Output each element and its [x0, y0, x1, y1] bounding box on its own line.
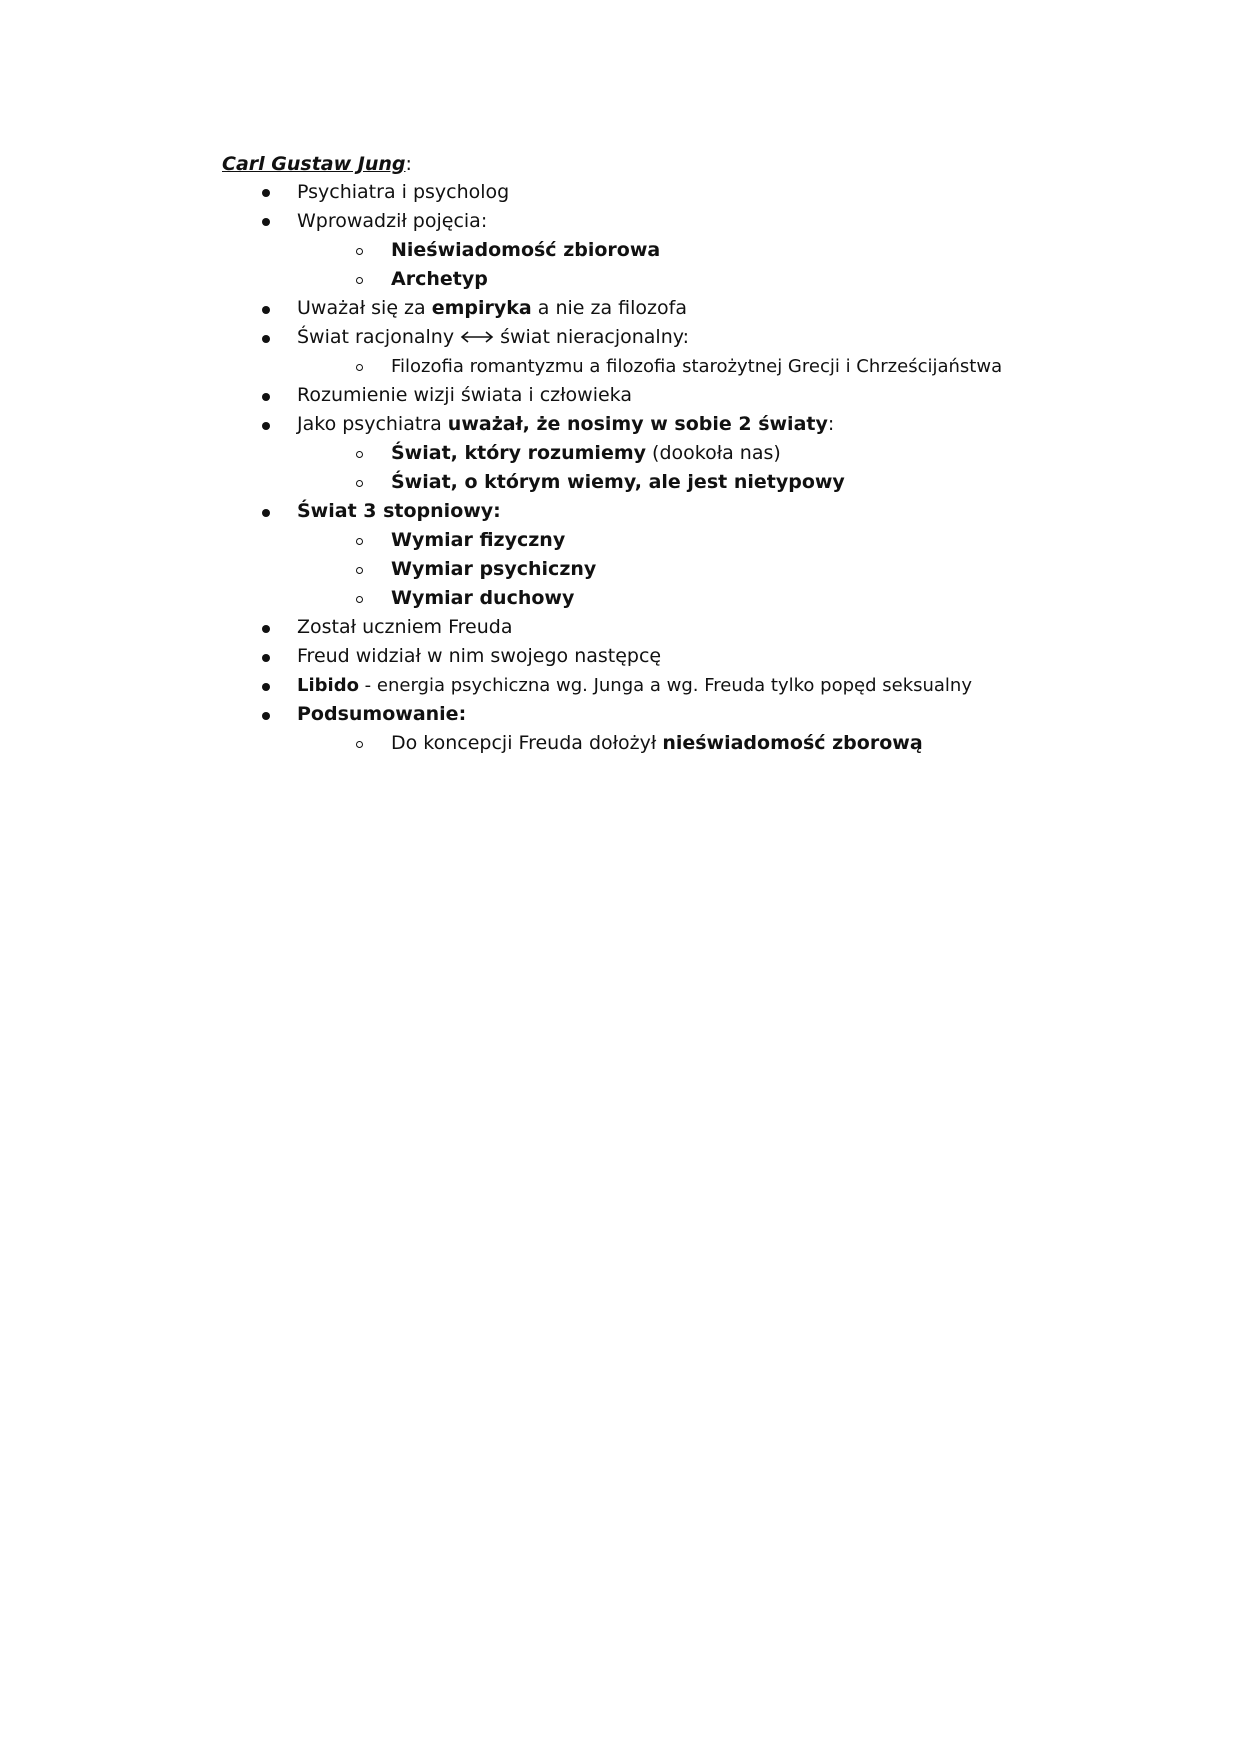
circle-bullet-icon: [356, 451, 363, 458]
list-item-text: Podsumowanie:: [297, 703, 467, 725]
circle-bullet-icon: [356, 480, 363, 487]
list-item-bold-text: uważał, że nosimy w sobie 2 światy: [447, 413, 828, 435]
bullet-icon: [262, 335, 270, 343]
sub-list-item-text: Świat, o którym wiemy, ale jest nietypowy: [391, 471, 845, 493]
circle-bullet-icon: [356, 567, 363, 574]
list-item-text: Freud widział w nim swojego następcę: [297, 645, 662, 667]
sub-list-item-text: Wymiar fizyczny: [391, 529, 566, 551]
sub-list-item-text: Nieświadomość zbiorowa: [391, 239, 661, 261]
list-item-text: Uważał się za: [297, 297, 432, 319]
sub-list-item-text: Filozofia romantyzmu a filozofia starożytnej Grecji i Chrześcijaństwa: [391, 356, 1003, 377]
bullet-icon: [262, 218, 270, 226]
list-item-text: Świat racjonalny: [297, 326, 455, 348]
list-item-text: Wprowadził pojęcia:: [297, 210, 488, 232]
list-item-text: Świat 3 stopniowy:: [297, 500, 501, 522]
bullet-icon: [262, 712, 270, 720]
list-item-bold-text: Libido: [297, 675, 359, 696]
bullet-icon: [262, 683, 270, 691]
sub-list-item-text: Do koncepcji Freuda dołożył: [391, 732, 663, 754]
sub-list-item: [391, 468, 845, 497]
sub-list-item-text: Wymiar duchowy: [391, 587, 575, 609]
list-item-text: a nie za filozofa: [531, 297, 687, 319]
list-item: [297, 207, 487, 236]
sub-list-item-bold-text: Świat, który rozumiemy: [391, 442, 647, 464]
sub-list-item-text: Wymiar psychiczny: [391, 558, 597, 580]
sub-list-item: [391, 729, 923, 758]
list-item: [297, 294, 687, 323]
bullet-icon: [262, 306, 270, 314]
list-item-text: Psychiatra i psycholog: [297, 181, 510, 203]
list-item: [297, 323, 689, 352]
sub-list-item-text: (dookoła nas): [646, 442, 781, 464]
sub-list-item: [391, 555, 596, 584]
list-item-bold-text: empiryka: [431, 297, 532, 319]
list-item: [297, 178, 509, 207]
sub-list-item: [391, 526, 565, 555]
sub-list-item: [391, 352, 1002, 381]
double-arrow-icon: [460, 330, 494, 344]
bullet-icon: [262, 189, 270, 197]
list-item-text: - energia psychiczna wg. Junga a wg. Freuda tylko popęd seksualny: [358, 675, 972, 696]
list-item: [297, 700, 466, 729]
list-item-text: Został uczniem Freuda: [297, 616, 513, 638]
sub-list-item: [391, 236, 660, 265]
circle-bullet-icon: [356, 277, 363, 284]
list-item: [297, 497, 501, 526]
circle-bullet-icon: [356, 538, 363, 545]
list-item: [297, 381, 632, 410]
list-item-text: Jako psychiatra: [297, 413, 448, 435]
sub-list-item-bold-text: nieświadomość zborową: [662, 732, 923, 754]
sub-list-item: [391, 265, 488, 294]
circle-bullet-icon: [356, 248, 363, 255]
document-heading: [222, 149, 412, 179]
list-item: [297, 613, 512, 642]
bullet-icon: [262, 422, 270, 430]
circle-bullet-icon: [356, 741, 363, 748]
bullet-icon: [262, 509, 270, 517]
sub-list-item-text: Archetyp: [391, 268, 488, 290]
sub-list-item: [391, 584, 574, 613]
list-item: [297, 410, 834, 439]
bullet-icon: [262, 654, 270, 662]
bullet-icon: [262, 393, 270, 401]
list-item: [297, 671, 972, 700]
heading-title: Carl Gustaw Jung: [222, 153, 406, 175]
circle-bullet-icon: [356, 596, 363, 603]
sub-list-item: [391, 439, 781, 468]
list-item-text: świat nieracjonalny:: [500, 326, 690, 348]
list-item-text: :: [827, 413, 835, 435]
heading-colon: :: [405, 153, 412, 175]
bullet-icon: [262, 625, 270, 633]
list-item: [297, 642, 661, 671]
list-item-text: Rozumienie wizji świata i człowieka: [297, 384, 632, 406]
circle-bullet-icon: [356, 364, 363, 371]
